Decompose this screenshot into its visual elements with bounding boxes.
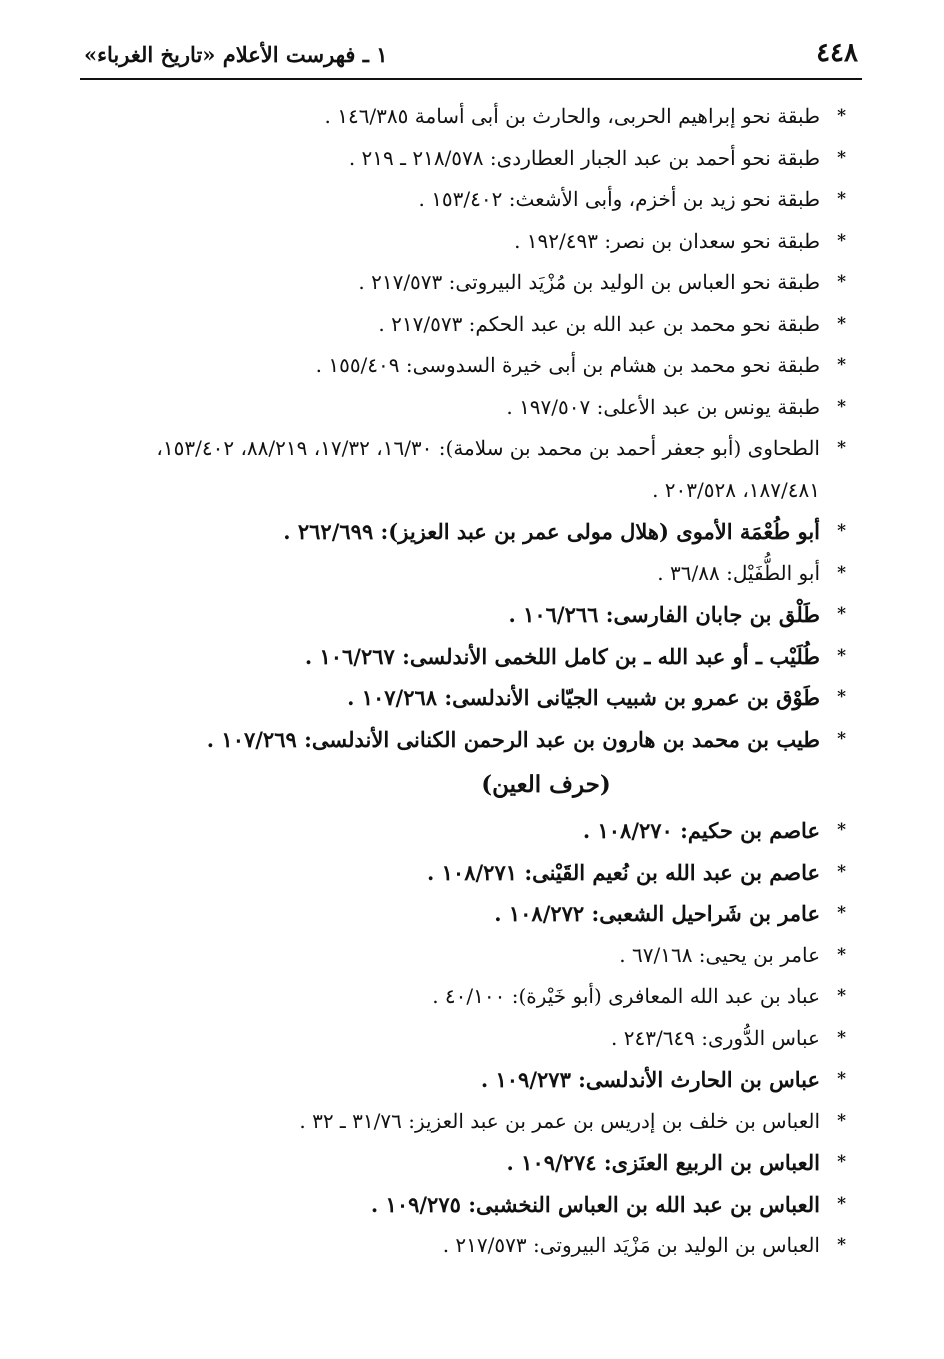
index-entry [96, 1142, 846, 1184]
bullet-star-icon: * [837, 903, 846, 923]
entry-text: العباس بن الوليد بن مَزْيَد البيروتى: ٢١٧/٥٧٣ . [442, 1233, 820, 1257]
bullet-star-icon: * [837, 1193, 846, 1214]
index-entry [96, 1225, 846, 1267]
entry-text: أبو طُعْمَة الأموى (هلال مولى عمر بن عبد العزيز): ٢٦٢/٦٩٩ . [283, 519, 820, 544]
entry-text: طبقة نحو أحمد بن عبد الجبار العطاردى: ٢١٨/٥٧٨ ـ ٢١٩ . [348, 145, 820, 170]
index-entry [96, 387, 846, 429]
entry-text: طبقة نحو سعدان بن نصر: ١٩٢/٤٩٣ . [514, 228, 820, 253]
index-entry [96, 852, 846, 894]
entry-text: طَوْق بن عمرو بن شبيب الجيّانى الأندلسى: ١٠٧/٢٦٨ . [347, 685, 820, 710]
entry-text: طبقة نحو محمد بن هشام بن أبى خيرة السدوسى: ١٥٥/٤٠٩ . [315, 353, 820, 377]
bullet-star-icon: * [837, 944, 846, 965]
bullet-star-icon: * [837, 272, 846, 292]
bullet-star-icon: * [837, 728, 846, 749]
index-entry [96, 96, 846, 138]
bullet-star-icon: * [837, 861, 846, 882]
bullet-star-icon: * [837, 230, 846, 251]
bullet-star-icon: * [837, 1069, 846, 1089]
entry-text: عامر بن يحيى: ٦٧/١٦٨ . [619, 942, 820, 967]
section-heading: (حرف العين) [481, 771, 611, 798]
bullet-star-icon: * [837, 1027, 846, 1048]
index-entry [96, 221, 846, 263]
bullet-star-icon: * [837, 1152, 846, 1172]
bullet-star-icon: * [837, 396, 846, 417]
page-number: ٤٤٨ [816, 38, 858, 68]
index-entry [96, 893, 846, 935]
entry-text: عباس الدُّورى: ٢٤٣/٦٤٩ . [611, 1025, 820, 1050]
index-entry [96, 677, 846, 719]
index-entry [96, 810, 846, 852]
bullet-star-icon: * [837, 820, 846, 840]
index-entry [96, 1101, 846, 1143]
index-entry [96, 1184, 846, 1226]
entry-text: العباس بن خلف بن إدريس بن عمر بن عبد العزيز: ٣١/٧٦ ـ ٣٢ . [299, 1108, 820, 1133]
entry-text: طُلَيْب ـ أو عبد الله ـ بن كامل اللخمى الأندلسى: ١٠٦/٢٦٧ . [304, 643, 820, 669]
bullet-star-icon: * [837, 986, 846, 1006]
entry-text: عباس بن الحارث الأندلسى: ١٠٩/٢٧٣ . [480, 1067, 820, 1092]
bullet-star-icon: * [837, 1110, 846, 1131]
index-entry [96, 262, 846, 304]
bullet-star-icon: * [837, 645, 846, 666]
index-entry [96, 935, 846, 977]
index-entries [96, 96, 846, 1267]
index-entry [96, 345, 846, 387]
index-entry [96, 511, 846, 553]
entry-text: طبقة يونس بن عبد الأعلى: ١٩٧/٥٠٧ . [506, 394, 820, 419]
entry-text: عامر بن شَراحيل الشعبى: ١٠٨/٢٧٢ . [494, 901, 820, 926]
entry-text: طيب بن محمد بن هارون بن عبد الرحمن الكنانى الأندلسى: ١٠٧/٢٦٩ . [206, 726, 820, 752]
index-entry [96, 179, 846, 221]
entry-text: عاصم بن حكيم: ١٠٨/٢٧٠ . [582, 818, 820, 843]
entry-group-ta [96, 96, 846, 760]
entry-text: الطحاوى (أبو جعفر أحمد بن محمد بن سلامة): ١٦/٣٠، ١٧/٣٢، ٨٨/٢١٩، ١٥٣/٤٠٢، ١٨٧/٤٨١، ٢٠٣/٥٢٨ . [156, 436, 820, 502]
bullet-star-icon: * [837, 313, 846, 334]
bullet-star-icon: * [837, 189, 846, 209]
index-entry [96, 553, 846, 595]
bullet-star-icon: * [837, 604, 846, 624]
entry-text: طبقة نحو إبراهيم الحربى، والحارث بن أبى أسامة ١٤٦/٣٨٥ . [324, 104, 820, 128]
entry-text: طبقة نحو زيد بن أخزم، وأبى الأشعث: ١٥٣/٤٠٢ . [418, 187, 820, 211]
entry-text: طبقة نحو محمد بن عبد الله بن عبد الحكم: ٢١٧/٥٧٣ . [378, 311, 820, 336]
index-entry [96, 1018, 846, 1060]
page-header [80, 34, 862, 80]
entry-group-ain [96, 810, 846, 1267]
index-entry [96, 1059, 846, 1101]
bullet-star-icon: * [837, 355, 846, 375]
entry-text: أبو الطُّفَيْل: ٣٦/٨٨ . [657, 560, 820, 585]
entry-text: طَلْق بن جابان الفارسى: ١٠٦/٢٦٦ . [508, 602, 820, 627]
entry-text: العباس بن عبد الله بن العباس النخشبى: ١٠٩/٢٧٥ . [370, 1191, 820, 1217]
bullet-star-icon: * [837, 1235, 846, 1255]
bullet-star-icon: * [837, 147, 846, 168]
index-entry [96, 636, 846, 678]
index-entry [96, 304, 846, 346]
index-entry [96, 138, 846, 180]
entry-text: العباس بن الربيع العنَزى: ١٠٩/٢٧٤ . [506, 1150, 820, 1175]
index-entry [96, 719, 846, 761]
index-entry [96, 976, 846, 1018]
bullet-star-icon: * [837, 687, 846, 707]
entry-text: طبقة نحو العباس بن الوليد بن مُزْيَد البيروتى: ٢١٧/٥٧٣ . [358, 270, 820, 294]
index-entry [96, 428, 846, 511]
bullet-star-icon: * [837, 562, 846, 583]
running-title: ١ ـ فهرست الأعلام «تاريخ الغرباء» [84, 42, 388, 67]
index-entry [96, 594, 846, 636]
entry-text: عاصم بن عبد الله بن نُعيم القَيْنى: ١٠٨/٢٧١ . [427, 859, 820, 885]
entry-text: عباد بن عبد الله المعافرى (أبو خَيْرة): ٤٠/١٠٠ . [432, 984, 820, 1008]
bullet-star-icon: * [837, 106, 846, 126]
bullet-star-icon: * [837, 438, 846, 458]
bullet-star-icon: * [837, 521, 846, 541]
